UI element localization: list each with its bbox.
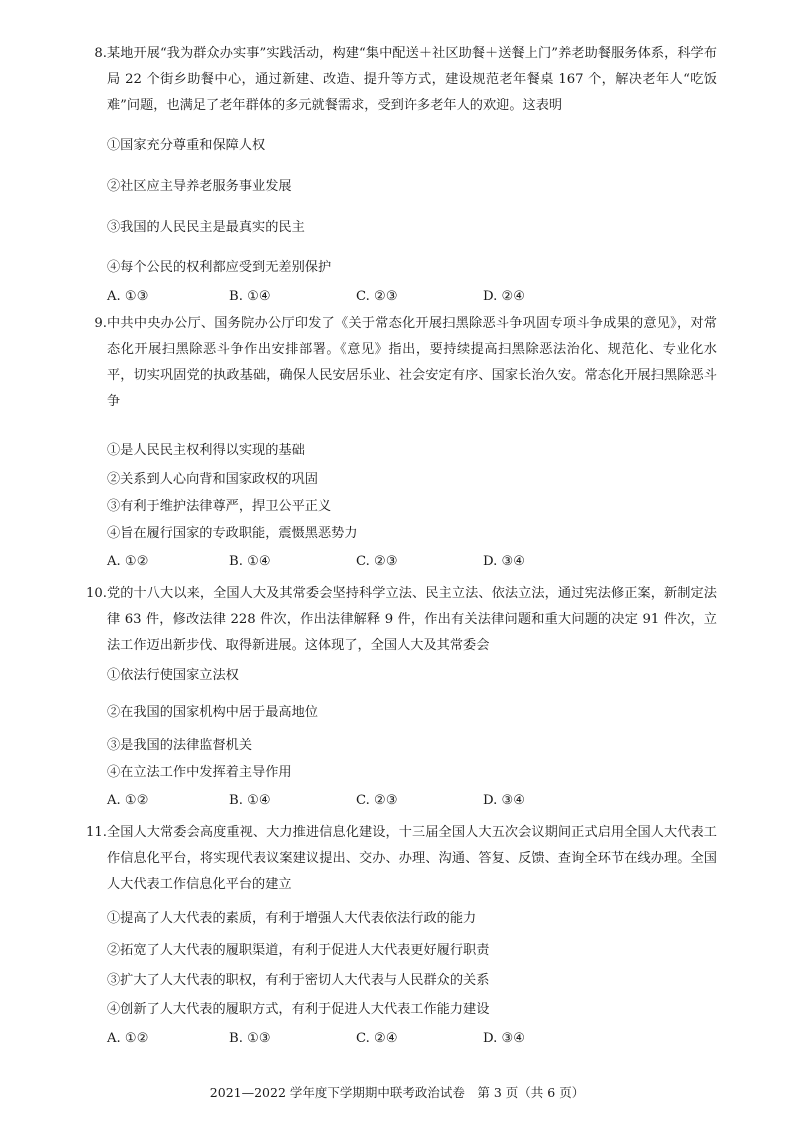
answer-choices [107,1026,717,1052]
choice-d: D. ③④ [483,1031,526,1046]
question-stem [86,820,717,898]
page-footer: 2021—2022 学年度下学期期中联考政治试卷 第 3 页（共 6 页） [209,1085,585,1100]
question-number: 11. [86,825,107,840]
answer-choices [107,284,717,310]
statement-1: ①提高了人大代表的素质，有利于增强人大代表依法行政的能力 [107,911,477,926]
choice-b: B. ①③ [229,1031,271,1046]
statement-4: ④在立法工作中发挥着主导作用 [107,765,292,780]
choice-d: D. ③④ [483,793,526,808]
question-stem [94,311,717,415]
answer-choices [107,788,717,814]
statement-2: ②社区应主导养老服务事业发展 [107,179,292,194]
statement-2: ②在我国的国家机构中居于最高地位 [107,705,318,720]
choice-b: B. ①④ [229,554,271,569]
statement-4: ④创新了人大代表的履职方式，有利于促进人大代表工作能力建设 [107,1002,490,1017]
question-stem [86,581,717,659]
choice-d: D. ②④ [483,289,526,304]
question-text: 中共中央办公厅、国务院办公厅印发了《关于常态化开展扫黑除恶斗争巩固专项斗争成果的意见》，对常态化开展扫黑除恶斗争作出安排部署。《意见》指出，要持续提高扫黑除恶法治化、规范化、专业化水平，切实巩固党的执政基础，确保人民安居乐业、社会安定有序、国家长治久安。常态化开展扫黑除恶斗争 [107,316,717,409]
choice-c: C. ②③ [356,289,398,304]
statement-2: ②关系到人心向背和国家政权的巩固 [107,472,318,487]
statement-1: ①依法行使国家立法权 [107,668,239,683]
statement-1: ①是人民民主权利得以实现的基础 [107,443,305,458]
choice-c: C. ②④ [356,1031,398,1046]
question-text: 党的十八大以来，全国人大及其常委会坚持科学立法、民主立法、依法立法，通过宪法修正案，新制定法律 63 件，修改法律 228 件次，作出法律解释 9 件，作出有关法律问题和重大问题的决定 91 件次，立法工作迈出新步伐、取得新进展。这体现了，全国人大及其常委会 [107,586,717,653]
statement-4: ④每个公民的权利都应受到无差别保护 [107,260,332,275]
choice-a: A. ①② [107,1031,149,1046]
statement-3: ③我国的人民民主是最真实的民主 [107,220,305,235]
statement-3: ③是我国的法律监督机关 [107,738,253,753]
choice-d: D. ③④ [483,554,526,569]
choice-a: A. ①② [107,554,149,569]
choice-a: A. ①③ [107,289,149,304]
choice-b: B. ①④ [229,793,271,808]
choice-c: C. ②③ [356,793,398,808]
statement-1: ①国家充分尊重和保障人权 [107,138,266,153]
statement-4: ④旨在履行国家的专政职能，震慑黑恶势力 [107,526,358,541]
question-number: 9. [94,316,107,331]
question-number: 10. [86,586,107,601]
question-text: 全国人大常委会高度重视、大力推进信息化建设，十三届全国人大五次会议期间正式启用全国人大代表工作信息化平台，将实现代表议案建议提出、交办、办理、沟通、答复、反馈、查询全环节在线办理。全国人大代表工作信息化平台的建立 [107,825,717,892]
question-number: 8. [94,46,107,61]
choice-c: C. ②③ [356,554,398,569]
answer-choices [107,549,717,575]
statement-2: ②拓宽了人大代表的履职渠道，有利于促进人大代表更好履行职责 [107,943,490,958]
question-stem [94,41,717,119]
statement-3: ③扩大了人大代表的职权，有利于密切人大代表与人民群众的关系 [107,973,490,988]
choice-b: B. ①④ [229,289,271,304]
question-text: 某地开展“我为群众办实事”实践活动，构建“集中配送＋社区助餐＋送餐上门”养老助餐服务体系，科学布局 22 个街乡助餐中心，通过新建、改造、提升等方式，建设规范老年餐桌 167 个，解决老年人“吃饭难”问题，也满足了老年群体的多元就餐需求，受到许多老年人的欢迎。这表明 [107,46,717,113]
choice-a: A. ①② [107,793,149,808]
statement-3: ③有利于维护法律尊严，捍卫公平正义 [107,499,332,514]
